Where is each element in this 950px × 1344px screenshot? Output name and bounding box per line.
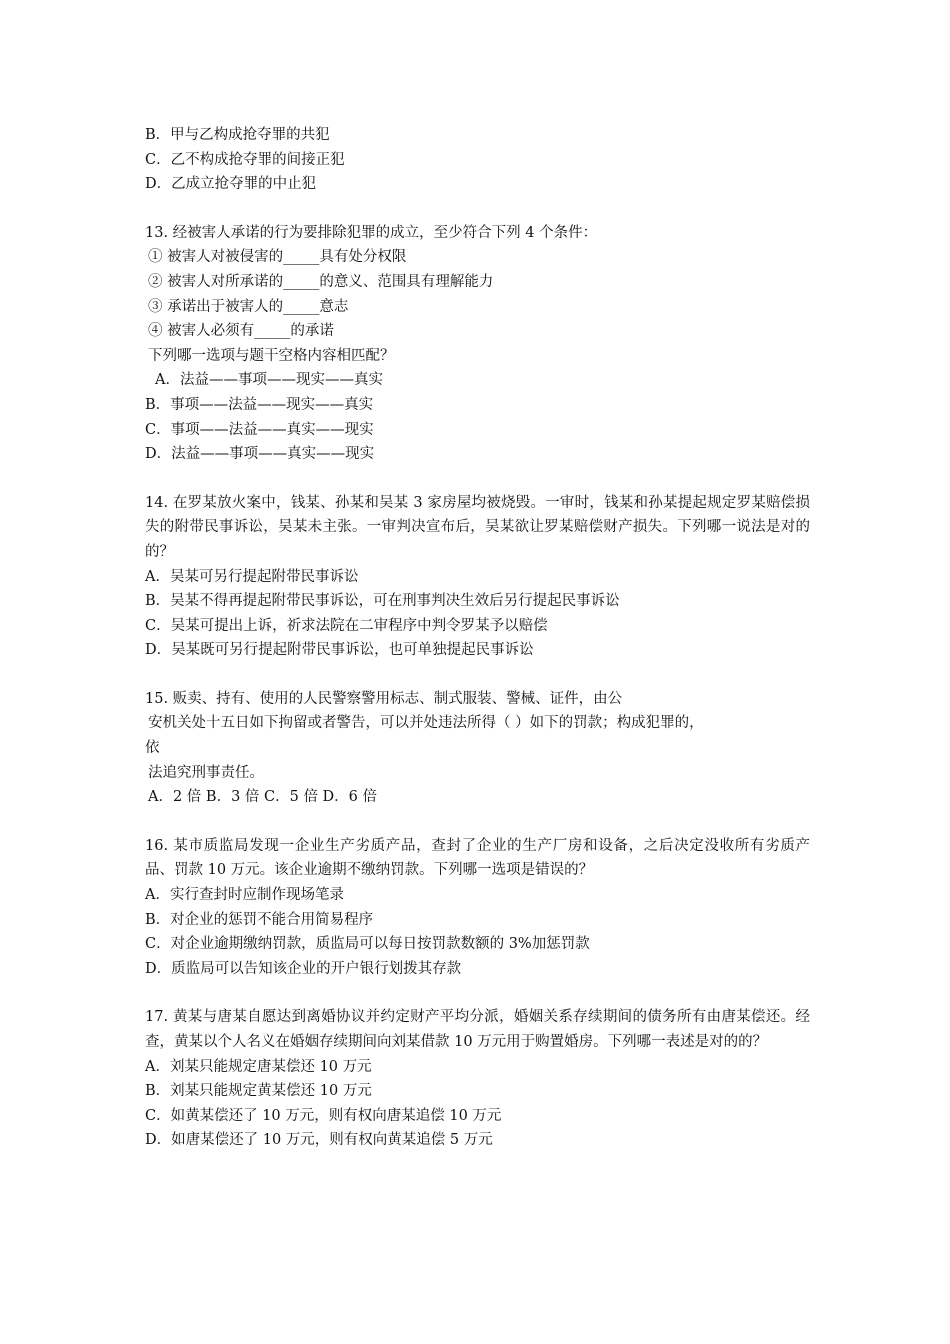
question-14 [145, 491, 810, 663]
q12-option-d: D．乙成立抢夺罪的中止犯 [145, 176, 317, 193]
q15-line-1: 15. 贩卖、持有、使用的人民警察警用标志、制式服装、警械、证件，由公 [145, 690, 623, 707]
q14-option-c: C．吴某可提出上诉，祈求法院在二审程序中判令罗某予以赔偿 [145, 617, 548, 634]
q15-line-4: 法追究刑事责任。 [148, 764, 264, 781]
q13-option-a: A．法益——事项——现实——真实 [155, 372, 383, 389]
question-15 [145, 687, 810, 810]
q13-condition-2: ② 被害人对所承诺的_____的意义、范围具有理解能力 [148, 273, 494, 290]
q13-condition-3: ③ 承诺出于被害人的_____意志 [148, 298, 349, 315]
q14-option-a: A．吴某可另行提起附带民事诉讼 [145, 568, 359, 585]
q16-option-b: B．对企业的惩罚不能合用简易程序 [145, 911, 374, 928]
q14-option-d: D．吴某既可另行提起附带民事诉讼，也可单独提起民事诉讼 [145, 642, 534, 659]
q16-option-d: D．质监局可以告知该企业的开户银行划拨其存款 [145, 960, 462, 977]
question-16 [145, 834, 810, 982]
q17-option-b: B．刘某只能规定黄某偿还 10 万元 [145, 1083, 372, 1100]
q13-option-b: B．事项——法益——现实——真实 [145, 396, 374, 413]
q14-option-b: B．吴某不得再提起附带民事诉讼，可在刑事判决生效后另行提起民事诉讼 [145, 593, 620, 610]
q12-option-b: B．甲与乙构成抢夺罪的共犯 [145, 127, 330, 143]
question-17 [145, 1005, 810, 1153]
q17-option-d: D．如唐某偿还了 10 万元，则有权向黄某追偿 5 万元 [145, 1132, 493, 1149]
question-12-options [145, 123, 810, 197]
q13-condition-1: ① 被害人对被侵害的_____具有处分权限 [148, 249, 407, 266]
q16-stem: 16. 某市质监局发现一企业生产劣质产品，查封了企业的生产厂房和设备，之后决定没收所有劣质产品、罚款 10 万元。该企业逾期不缴纳罚款。下列哪一选项是错误的？ [145, 837, 810, 879]
q17-stem: 17. 黄某与唐某自愿达到离婚协议并约定财产平均分派，婚姻关系存续期间的债务所有由唐某偿还。经查，黄某以个人名义在婚姻存续期间向刘某借款 10 万元用于购置婚房。下列哪一表述是对的的？ [145, 1009, 810, 1050]
q17-option-a: A．刘某只能规定唐某偿还 10 万元 [145, 1058, 372, 1075]
q15-line-3: 依 [145, 740, 160, 757]
q16-option-c: C．对企业逾期缴纳罚款，质监局可以每日按罚款数额的 3%加惩罚款 [145, 936, 590, 953]
q13-option-c: C．事项——法益——真实——现实 [145, 421, 374, 438]
q15-options: A．2 倍 B．3 倍 C．5 倍 D．6 倍 [148, 789, 378, 806]
q13-option-d: D．法益——事项——真实——现实 [145, 446, 375, 463]
q16-option-a: A．实行查封时应制作现场笔录 [145, 887, 344, 904]
q13-question: 下列哪一选项与题干空格内容相匹配？ [148, 347, 395, 364]
q12-option-c: C．乙不构成抢夺罪的间接正犯 [145, 151, 345, 168]
q15-line-2: 安机关处十五日如下拘留或者警告，可以并处违法所得（ ）如下的罚款；构成犯罪的， [148, 715, 704, 732]
q17-option-c: C．如黄某偿还了 10 万元，则有权向唐某追偿 10 万元 [145, 1107, 502, 1124]
document-body [145, 123, 810, 1153]
q13-condition-4: ④ 被害人必须有_____的承诺 [148, 323, 334, 340]
q13-stem: 13. 经被害人承诺的行为要排除犯罪的成立，至少符合下列 4 个条件： [145, 224, 598, 241]
question-13 [145, 221, 810, 467]
q14-stem: 14. 在罗某放火案中，钱某、孙某和吴某 3 家房屋均被烧毁。一审时，钱某和孙某提起规定罗某赔偿损失的附带民事诉讼，吴某未主张。一审判决宣布后，吴某欲让罗某赔偿财产损失。下列哪一说法是对的的？ [145, 494, 810, 560]
